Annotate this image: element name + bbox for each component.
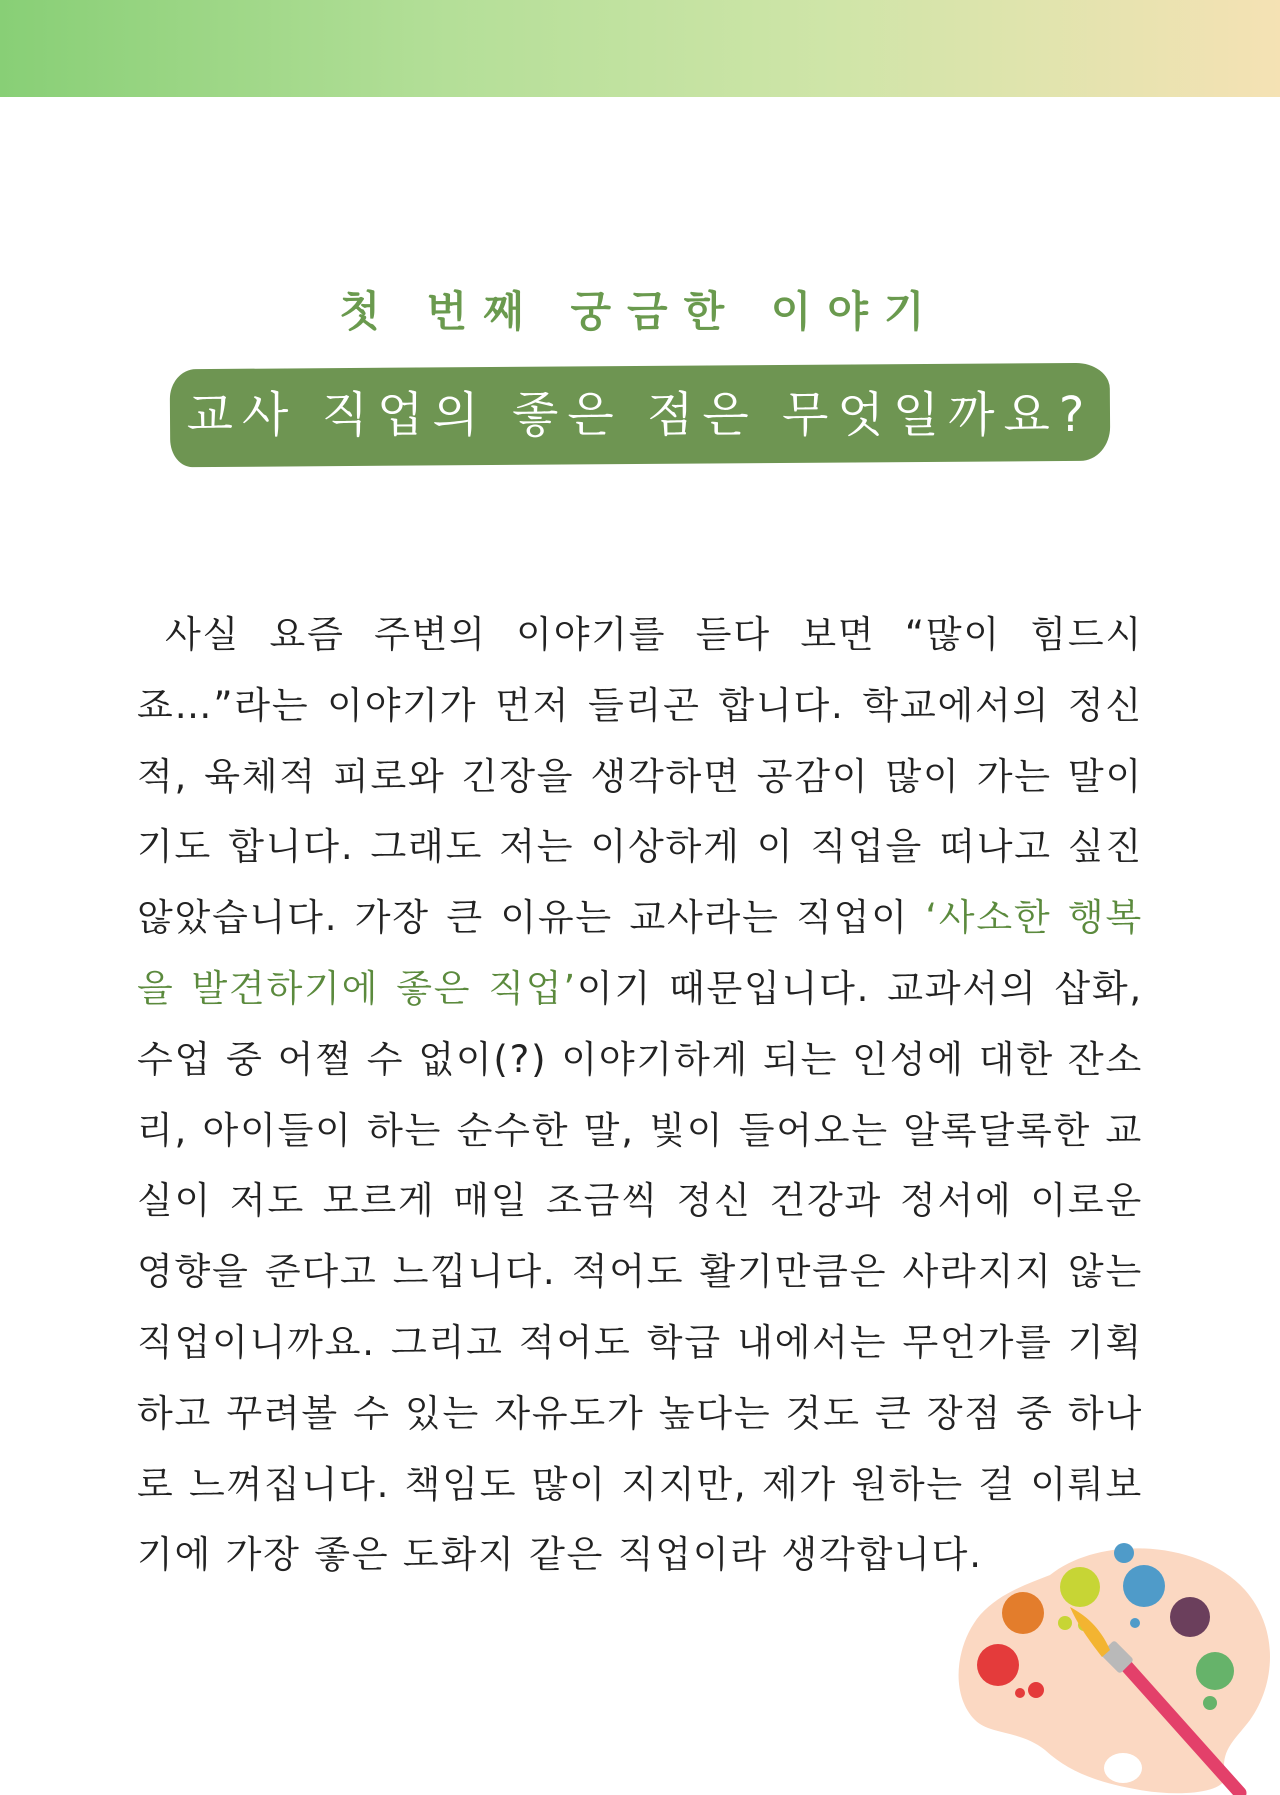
paint-blue-small [1114, 1543, 1134, 1563]
paint-red-drop-small [1015, 1688, 1025, 1698]
header-gradient-band [0, 0, 1280, 97]
body-highlight: ‘사소한 행복을 발견하기에 좋은 직업’ [137, 896, 1143, 1010]
paint-lime-drop [1058, 1616, 1072, 1630]
paint-blue [1123, 1565, 1165, 1607]
body-paragraph [137, 600, 1143, 1591]
paint-purple [1170, 1597, 1210, 1637]
body-text-part1: 사실 요즘 주변의 이야기를 듣다 보면 “많이 힘드시죠…”라는 이야기가 먼저 들리곤 합니다. 학교에서의 정신적, 육체적 피로와 긴장을 생각하면 공감이 많이 가는 말이기도 합니다. 그래도 저는 이상하게 이 직업을 떠나고 싶진 않았습니다. 가장 큰 이유는 교사라는 직업이 [137, 613, 1143, 940]
palette-thumb-hole [1104, 1753, 1142, 1783]
paint-palette-icon [950, 1535, 1280, 1795]
paint-blue-drop [1130, 1618, 1140, 1628]
chapter-kicker: 첫 번째 궁금한 이야기 [339, 287, 941, 336]
title-banner [170, 366, 1110, 464]
paint-red [977, 1644, 1019, 1686]
page-title: 교사 직업의 좋은 점은 무엇일까요? [186, 387, 1094, 443]
paint-lime [1060, 1567, 1100, 1607]
body-text-part2: 이기 때문입니다. 교과서의 삽화, 수업 중 어쩔 수 없이(?) 이야기하게 되는 인성에 대한 잔소리, 아이들이 하는 순수한 말, 빛이 들어오는 알록달록한 교실이 저도 모르게 매일 조금씩 정신 건강과 정서에 이로운 영향을 준다고 느낍니다. 적어도 활기만큼은 사라지지 않는 직업이니까요. 그리고 적어도 학급 내에서는 무언가를 기획하고 꾸려볼 수 있는 자유도가 높다는 것도 큰 장점 중 하나로 느껴집니다. 책임도 많이 지지만, 제가 원하는 걸 이뤄보기에 가장 좋은 도화지 같은 직업이라 생각합니다. [137, 966, 1143, 1577]
paint-orange [1002, 1592, 1044, 1634]
paint-red-drop [1028, 1682, 1044, 1698]
paint-green-drop [1203, 1696, 1217, 1710]
paint-green [1196, 1652, 1234, 1690]
